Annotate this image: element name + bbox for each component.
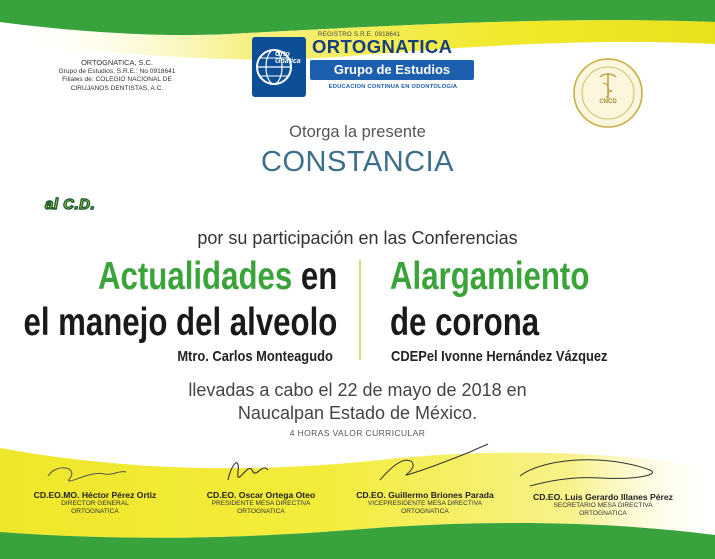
hours-text: 4 HORAS VALOR CURRICULAR <box>289 428 426 438</box>
event-details <box>0 379 715 425</box>
signature-block-presidente <box>176 490 346 515</box>
signature-block-secretario <box>513 492 693 517</box>
signatory-org: ORTOGNATICA <box>237 507 285 515</box>
issuer-line-2: Grupo de Estudios. S.R.E.: No 0918641 <box>58 67 176 75</box>
signatory-name: CD.EO.MO. Héctor Pérez Ortiz <box>33 490 157 500</box>
conference-left-line1 <box>23 254 337 300</box>
cncd-seal <box>572 57 644 129</box>
logo-mark-text: Orto Gnatica <box>275 51 301 65</box>
signatory-org: ORTOGNATICA <box>401 507 449 515</box>
signatory-name: CD.EO. Guillermo Briones Parada <box>356 490 494 500</box>
conference-left-line1-rest: en <box>291 255 337 298</box>
recipient-prefix: al C.D. <box>45 196 96 213</box>
conference-right-line2: de corona <box>390 301 540 344</box>
issuer-block <box>42 59 192 93</box>
signatory-role: SECRETARIO MESA DIRECTIVA <box>553 502 653 509</box>
conference-right-title <box>390 254 589 346</box>
speaker-right: CDEPel Ivonne Hernández Vázquez <box>391 348 608 365</box>
speaker-left: Mtro. Carlos Monteagudo <box>177 348 333 365</box>
conference-right-line1: Alargamiento <box>390 255 590 298</box>
ortognatica-logo <box>252 37 476 97</box>
event-line-1: llevadas a cabo el 22 de mayo de 2018 en <box>188 380 527 400</box>
issuer-line-3: Filiales de: COLEGIO NACIONAL DE <box>62 76 172 84</box>
conference-left-title <box>23 254 337 346</box>
constancia-title: CONSTANCIA <box>261 146 454 178</box>
logo-name-orto: ORTO <box>312 36 367 57</box>
signature-block-director <box>10 490 180 515</box>
signature-block-vicepresidente <box>330 490 520 515</box>
logo-name-gnatica: GNATICA <box>366 36 453 57</box>
signatory-name: CD.EO. Oscar Ortega Oteo <box>206 490 316 500</box>
logo-tagline: EDUCACION CONTINUA EN ODONTOLOGIA <box>328 84 458 90</box>
seal-label: CNCD <box>599 99 617 105</box>
registro-text: REGISTRO S.R.E. 0918641 <box>318 31 401 38</box>
conference-left-highlight: Actualidades <box>97 255 292 298</box>
signatory-org: ORTOGNATICA <box>579 509 627 517</box>
logo-grupo: Grupo de Estudios <box>310 60 474 80</box>
signatory-role: VICEPRESIDENTE MESA DIRECTIVA <box>367 500 483 507</box>
caduceus-seal-icon <box>572 57 644 129</box>
signatory-role: DIRECTOR GENERAL <box>61 500 129 507</box>
issuer-line-1: ORTOGNATICA, S.C. <box>81 58 153 67</box>
logo-mark <box>252 37 306 97</box>
conference-left-line2: el manejo del alveolo <box>23 301 337 344</box>
globe-icon <box>252 37 306 97</box>
signatory-org: ORTOGNATICA <box>71 507 119 515</box>
conference-divider <box>359 260 361 360</box>
issuer-line-4: CIRUJANOS DENTISTAS, A.C. <box>70 84 164 92</box>
event-line-2: Naucalpan Estado de México. <box>237 403 478 423</box>
signatory-role: PRESIDENTE MESA DIRECTIVA <box>211 500 311 507</box>
otorga-text: Otorga la presente <box>289 123 426 141</box>
signatory-name: CD.EO. Luis Gerardo Illanes Pérez <box>533 492 673 502</box>
logo-name <box>312 36 452 58</box>
intro-text: por su participación en las Conferencias <box>197 228 518 248</box>
